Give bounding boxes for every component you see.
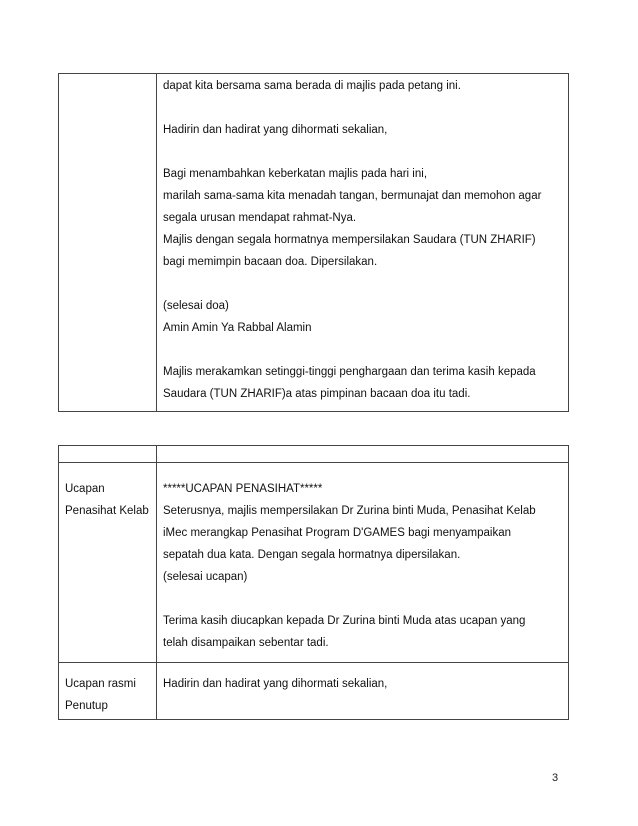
table-row: [59, 446, 569, 463]
text-line: (selesai ucapan): [163, 571, 248, 583]
left-cell-empty: [59, 74, 157, 412]
table-row: [59, 663, 569, 720]
text-line: Hadirin dan hadirat yang dihormati sekalian,: [163, 124, 388, 136]
script-cell: [157, 74, 569, 412]
text-line: Bagi menambahkan keberkatan majlis pada hari ini,: [163, 168, 428, 180]
script-cell: [157, 663, 569, 720]
text-line: segala urusan mendapat rahmat-Nya.: [163, 212, 357, 224]
text-line: Hadirin dan hadirat yang dihormati sekalian,: [163, 678, 388, 690]
page-number: 3: [552, 772, 559, 784]
text-line: Seterusnya, majlis mempersilakan Dr Zurina binti Muda, Penasihat Kelab: [163, 505, 536, 517]
text-line: Saudara (TUN ZHARIF)a atas pimpinan bacaan doa itu tadi.: [163, 388, 471, 400]
agenda-label-cell: [59, 663, 157, 720]
agenda-label: Ucapan rasmi: [65, 678, 136, 690]
blank-cell: [157, 446, 569, 463]
script-cell: [157, 463, 569, 663]
text-line: marilah sama-sama kita menadah tangan, bermunajat dan memohon agar: [163, 190, 542, 202]
text-line: iMec merangkap Penasihat Program D'GAMES bagi menyampaikan: [163, 527, 511, 539]
text-line: Terima kasih diucapkan kepada Dr Zurina binti Muda atas ucapan yang: [163, 615, 526, 627]
text-line: telah disampaikan sebentar tadi.: [163, 637, 329, 649]
table-row: [59, 463, 569, 663]
text-line: Amin Amin Ya Rabbal Alamin: [163, 322, 312, 334]
table-row: [59, 74, 569, 412]
section-heading: *****UCAPAN PENASIHAT*****: [163, 483, 323, 495]
text-line: sepatah dua kata. Dengan segala hormatnya dipersilakan.: [163, 549, 461, 561]
text-line: dapat kita bersama sama berada di majlis pada petang ini.: [163, 80, 461, 92]
blank-cell: [59, 446, 157, 463]
text-line: (selesai doa): [163, 300, 229, 312]
agenda-label: Penutup: [65, 700, 108, 712]
text-line: Majlis merakamkan setinggi-tinggi penghargaan dan terima kasih kepada: [163, 366, 536, 378]
agenda-label-cell: [59, 463, 157, 663]
program-table-top: [58, 73, 569, 412]
text-line: Majlis dengan segala hormatnya mempersilakan Saudara (TUN ZHARIF): [163, 234, 536, 246]
text-line: bagi memimpin bacaan doa. Dipersilakan.: [163, 256, 378, 268]
agenda-label: Penasihat Kelab: [65, 505, 149, 517]
agenda-label: Ucapan: [65, 483, 105, 495]
program-table-bottom: [58, 445, 569, 720]
